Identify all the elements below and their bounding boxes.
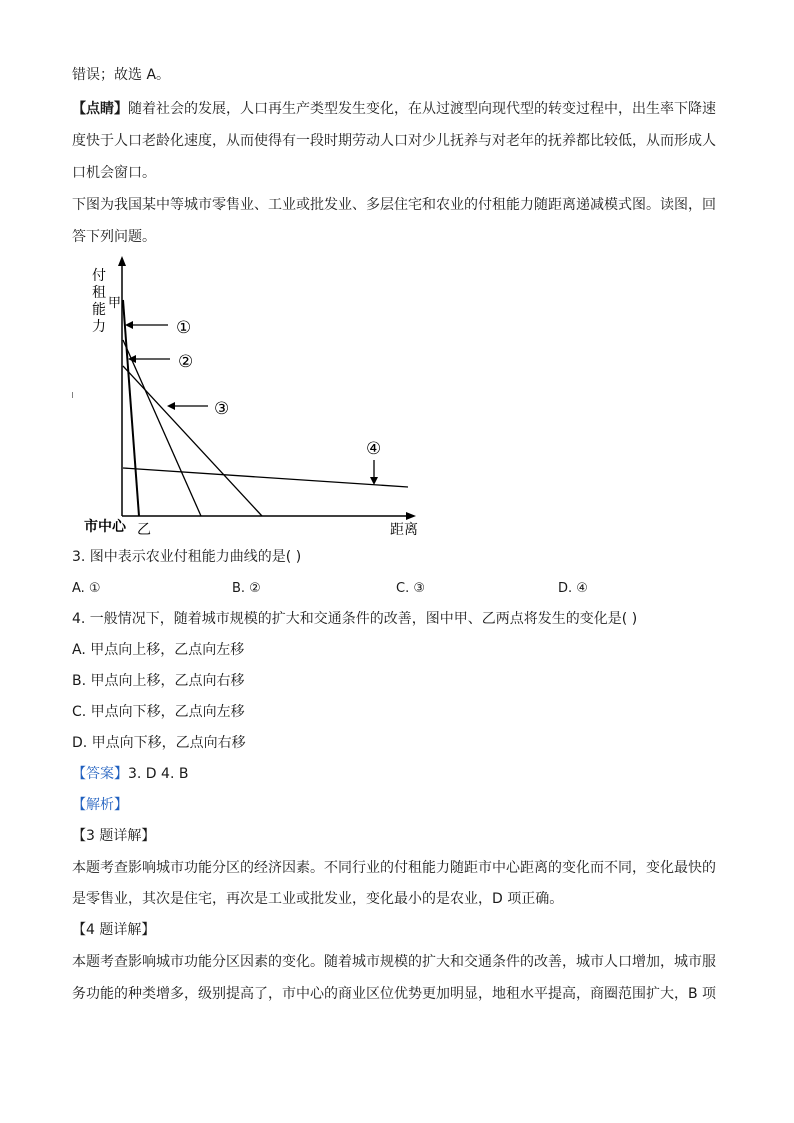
q4-option-a: A. 甲点向上移，乙点向左移 — [72, 642, 245, 658]
ylabel-char-1: 付 — [92, 268, 106, 284]
dianjing-tag: 【点睛】 — [72, 101, 128, 117]
curve-4-agriculture — [123, 468, 408, 487]
q3-option-b: B. ② — [232, 581, 261, 596]
intro-line-4: 口机会窗口。 — [72, 165, 156, 181]
arrow-4-head — [370, 477, 378, 485]
q4-stem: 4. 一般情况下，随着城市规模的扩大和交通条件的改善，图中甲、乙两点将发生的变化是( ) — [72, 611, 638, 627]
detail3-line-1: 本题考查影响城市功能分区的经济因素。不同行业的付租能力随距市中心距离的变化而不同，变化最快的 — [72, 860, 716, 876]
answer-tag: 【答案】 — [72, 766, 128, 782]
arrow-1-head — [125, 321, 133, 329]
ylabel-char-4: 力 — [92, 319, 106, 335]
arrow-3-head — [167, 402, 175, 410]
intro-line-6: 答下列问题。 — [72, 229, 156, 245]
q3-option-a: A. ① — [72, 581, 101, 596]
x-axis-label: 距离 — [390, 522, 418, 538]
detail4-tag: 【4 题详解】 — [72, 922, 156, 938]
bid-rent-diagram — [72, 252, 432, 542]
curve-3-industry — [123, 366, 262, 516]
x-axis-arrowhead — [406, 512, 416, 520]
q4-option-c: C. 甲点向下移，乙点向左移 — [72, 704, 245, 720]
answer-text: 3. D 4. B — [128, 766, 189, 782]
ylabel-char-2: 租 — [92, 285, 106, 301]
analysis-tag: 【解析】 — [72, 797, 128, 813]
intro-line-5: 下图为我国某中等城市零售业、工业或批发业、多层住宅和农业的付租能力随距离递减模式图。读图，回 — [72, 197, 716, 213]
point-jia-label: 甲 — [108, 296, 122, 311]
q3-option-d: D. ④ — [558, 581, 588, 596]
detail4-line-1: 本题考查影响城市功能分区因素的变化。随着城市规模的扩大和交通条件的改善，城市人口增加，城市服 — [72, 954, 716, 970]
detail3-line-2: 是零售业，其次是住宅，再次是工业或批发业，变化最小的是农业，D 项正确。 — [72, 891, 564, 907]
intro-line-2-text: 随着社会的发展，人口再生产类型发生变化，在从过渡型向现代型的转变过程中，出生率下降速 — [128, 101, 716, 117]
point-yi-label: 乙 — [137, 522, 151, 538]
marker-1: ① — [176, 318, 192, 338]
q4-option-b: B. 甲点向上移，乙点向右移 — [72, 673, 245, 689]
q4-option-d: D. 甲点向下移，乙点向右移 — [72, 735, 246, 751]
detail4-line-2: 务功能的种类增多，级别提高了，市中心的商业区位优势更加明显，地租水平提高，商圈范围扩大，B 项 — [72, 986, 717, 1002]
marker-2: ② — [178, 352, 194, 372]
y-axis-arrowhead — [118, 256, 126, 266]
q3-option-c: C. ③ — [396, 581, 425, 596]
answer-line — [72, 765, 188, 783]
origin-label: 市中心 — [84, 519, 126, 535]
marker-4: ④ — [366, 439, 382, 459]
detail3-tag: 【3 题详解】 — [72, 828, 156, 844]
intro-line-3: 度快于人口老龄化速度，从而使得有一段时期劳动人口对少儿抚养与对老年的抚养都比较低，从而形成人 — [72, 133, 716, 149]
curve-1-retail — [123, 300, 139, 516]
q3-stem: 3. 图中表示农业付租能力曲线的是( ) — [72, 549, 302, 565]
intro-line-2 — [72, 100, 716, 118]
intro-line-1: 错误；故选 A。 — [72, 67, 171, 83]
marker-3: ③ — [214, 399, 230, 419]
ylabel-char-3: 能 — [92, 302, 106, 318]
